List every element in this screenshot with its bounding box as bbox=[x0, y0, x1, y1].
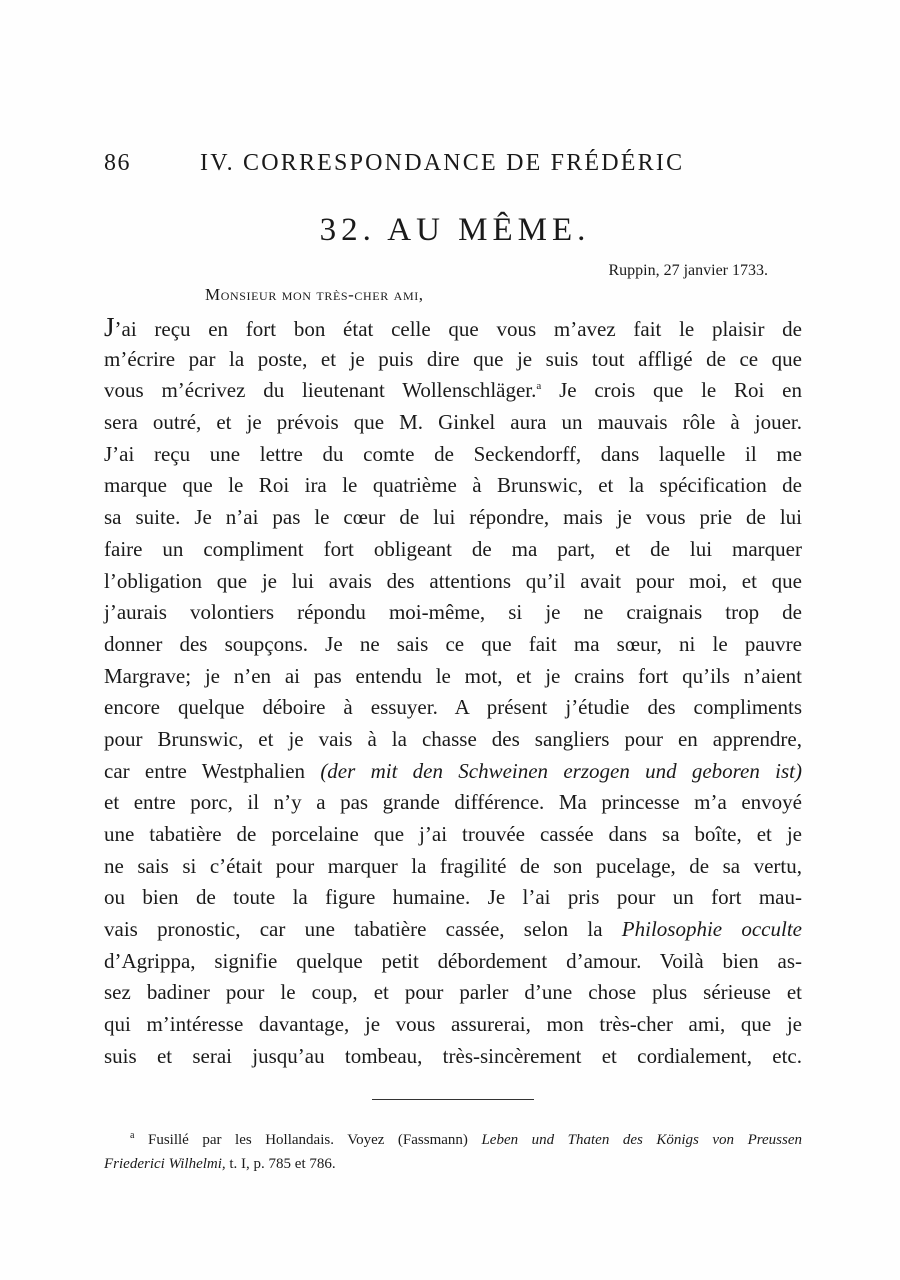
footnote-rule bbox=[372, 1099, 534, 1100]
body-line: m’écrire par la poste, et je puis dire que je suis tout affligé de ce que bbox=[104, 346, 802, 371]
body-line: marque que le Roi ira le quatrième à Brunswic, et la spécification de bbox=[104, 473, 802, 498]
body-line: l’obligation que je lui avais des attentions qu’il avait pour moi, et que bbox=[104, 568, 802, 593]
footnote bbox=[104, 1128, 802, 1176]
footnote-mark: a bbox=[130, 1130, 135, 1141]
letter-body bbox=[104, 312, 802, 1073]
body-line: encore quelque déboire à essuyer. A présent j’étudie des compliments bbox=[104, 695, 802, 720]
body-line: vais pronostic, car une tabatière cassée, selon la Philosophie occulte bbox=[104, 917, 802, 942]
letter-title: 32. AU MÊME. bbox=[319, 212, 591, 248]
body-line: ou bien de toute la figure humaine. Je l’ai pris pour un fort mau- bbox=[104, 885, 802, 910]
dateline: Ruppin, 27 janvier 1733. bbox=[608, 262, 768, 279]
footnote-line: $^a$ Fusillé par les Hollandais. Voyez (Fassmann) Leben und Thaten des Königs von Preussen bbox=[130, 1130, 803, 1148]
body-line: sera outré, et je prévois que M. Ginkel aura un mauvais rôle à jouer. bbox=[104, 410, 802, 435]
body-line: et entre porc, il n’y a pas grande différence. Ma princesse m’a envoyé bbox=[104, 790, 802, 815]
german-quotation: (der mit den Schweinen erzogen und geboren ist) bbox=[320, 758, 802, 783]
body-line: qui m’intéresse davantage, je vous assurerai, mon très-cher ami, que je bbox=[104, 1012, 802, 1037]
body-line: vous m’écrivez du lieutenant Wollenschläger.$^a$ Je crois que le Roi en bbox=[104, 378, 802, 403]
body-line: sez badiner pour le coup, et pour parler d’une chose plus sérieuse et bbox=[104, 980, 802, 1005]
salutation: Monsieur mon très-cher ami, bbox=[205, 285, 424, 304]
book-title-italic: Philosophie occulte bbox=[621, 917, 802, 942]
body-line: car entre Westphalien (der mit den Schweinen erzogen und geboren ist) bbox=[104, 758, 802, 783]
running-head-title: IV. CORRESPONDANCE DE FRÉDÉRIC bbox=[200, 150, 685, 176]
page-number: 86 bbox=[104, 150, 131, 176]
body-line: faire un compliment fort obligeant de ma part, et de lui marquer bbox=[104, 536, 802, 561]
body-line: une tabatière de porcelaine que j’ai trouvée cassée dans sa boîte, et je bbox=[104, 822, 802, 846]
running-head bbox=[104, 150, 804, 182]
body-line: sa suite. Je n’ai pas le cœur de lui répondre, mais je vous prie de lui bbox=[104, 505, 802, 530]
initial-letter: J bbox=[104, 312, 115, 342]
body-line: donner des soupçons. Je ne sais ce que fait ma sœur, ni le pauvre bbox=[104, 631, 802, 656]
body-line: ne sais si c’était pour marquer la fragilité de son pucelage, de sa vertu, bbox=[104, 853, 802, 878]
body-line: suis et serai jusqu’au tombeau, très-sincèrement et cordialement, etc. bbox=[104, 1043, 802, 1068]
body-line: Margrave; je n’en ai pas entendu le mot, et je crains fort qu’ils n’aient bbox=[104, 663, 802, 688]
footnote-line: Friederici Wilhelmi, t. I, p. 785 et 786. bbox=[104, 1156, 336, 1172]
body-line: j’aurais volontiers répondu moi-même, si je ne craignais trop de bbox=[104, 600, 802, 625]
body-line: J’ai reçu une lettre du comte de Seckendorff, dans laquelle il me bbox=[104, 441, 802, 466]
body-line: d’Agrippa, signifie quelque petit débordement d’amour. Voilà bien as- bbox=[104, 948, 802, 973]
body-line: J’ai reçu en fort bon état celle que vous m’avez fait le plaisir de bbox=[104, 312, 802, 342]
footnote-reference: a bbox=[536, 380, 542, 393]
body-line: pour Brunswic, et je vais à la chasse des sangliers pour en apprendre, bbox=[104, 726, 802, 751]
